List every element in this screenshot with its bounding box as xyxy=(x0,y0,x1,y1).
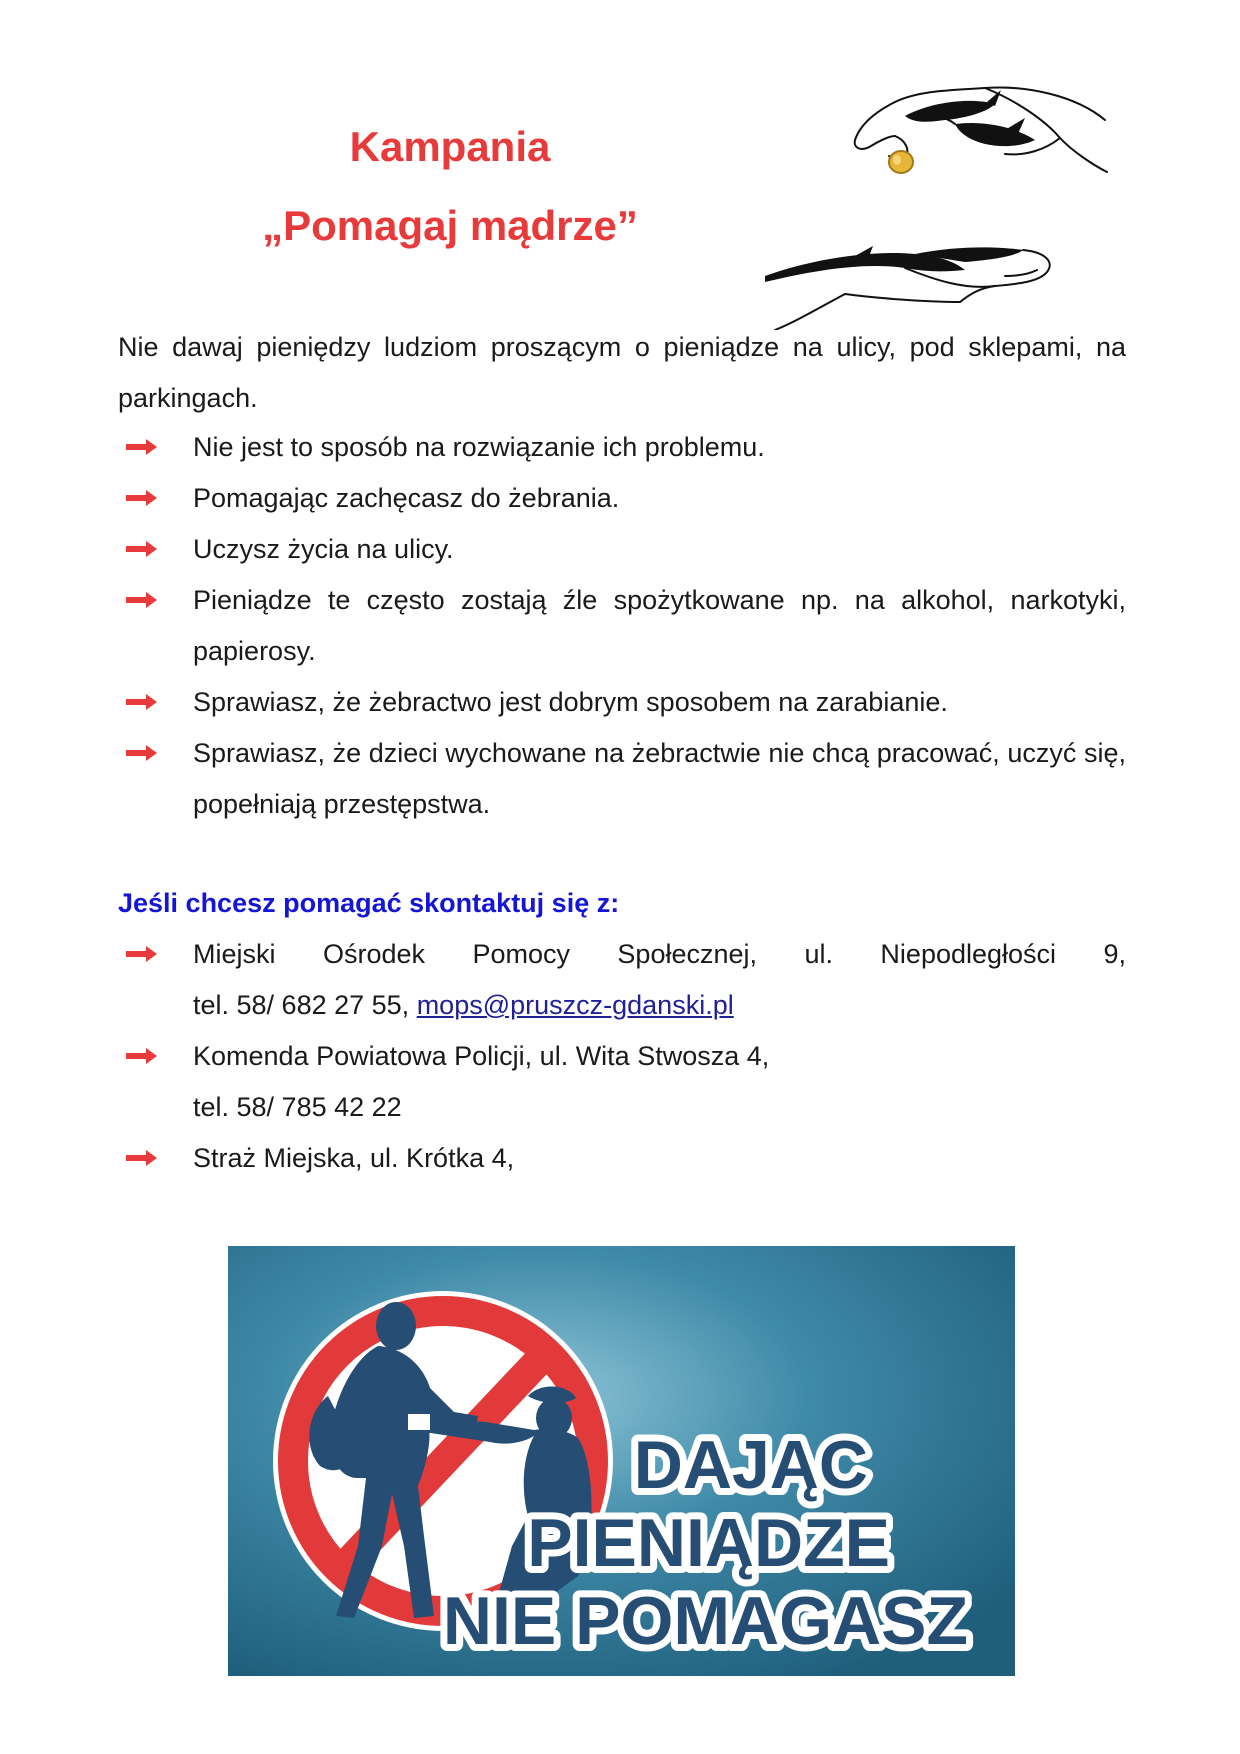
email-link[interactable]: mops@pruszcz-gdanski.pl xyxy=(416,990,734,1020)
right-arrow-icon xyxy=(126,591,158,609)
reason-text: Pieniądze te często zostają źle spożytkowane np. na alkohol, narkotyki, papierosy. xyxy=(193,585,1126,666)
reason-text: Pomagając zachęcasz do żebrania. xyxy=(193,483,620,513)
right-arrow-icon xyxy=(126,540,158,558)
campaign-name: „Pomagaj mądrze” xyxy=(262,202,638,249)
list-item xyxy=(118,1031,1126,1133)
list-item xyxy=(118,473,1126,524)
campaign-banner xyxy=(228,1246,1015,1676)
right-arrow-icon xyxy=(126,489,158,507)
banner-line-2: PIENIĄDZE xyxy=(527,1505,890,1581)
contact-address: Komenda Powiatowa Policji, ul. Wita Stwosza 4, xyxy=(193,1041,770,1071)
right-arrow-icon xyxy=(126,945,158,963)
list-item xyxy=(118,422,1126,473)
reasons-list xyxy=(118,422,1126,830)
list-item xyxy=(118,524,1126,575)
contact-address: Straż Miejska, ul. Krótka 4, xyxy=(193,1143,515,1173)
giving-hands-icon xyxy=(755,40,1135,330)
reason-text: Nie jest to sposób na rozwiązanie ich problemu. xyxy=(193,432,765,462)
contact-phone-line xyxy=(193,980,1126,1031)
right-arrow-icon xyxy=(126,693,158,711)
list-item xyxy=(118,677,1126,728)
list-item xyxy=(118,1133,1126,1184)
list-item xyxy=(118,929,1126,1031)
reason-text: Sprawiasz, że żebractwo jest dobrym sposobem na zarabianie. xyxy=(193,687,948,717)
campaign-title: Kampania xyxy=(349,123,551,170)
reason-text: Sprawiasz, że dzieci wychowane na żebractwie nie chcą pracować, uczyć się, popełniają przestępstwa. xyxy=(193,738,1126,819)
right-arrow-icon xyxy=(126,1047,158,1065)
contact-phone: tel. 58/ 785 42 22 xyxy=(193,1092,402,1122)
right-arrow-icon xyxy=(126,438,158,456)
right-arrow-icon xyxy=(126,744,158,762)
contact-address: Miejski Ośrodek Pomocy Społecznej, ul. Niepodległości 9, xyxy=(193,939,1126,969)
intro-text: Nie dawaj pieniędzy ludziom proszącym o pieniądze na ulicy, pod sklepami, na parkingach. xyxy=(118,332,1126,413)
contacts-list xyxy=(118,929,1126,1184)
list-item xyxy=(118,575,1126,677)
contact-phone: tel. 58/ 682 27 55, xyxy=(193,990,417,1020)
right-arrow-icon xyxy=(126,1149,158,1167)
banner-line-3: NIE POMAGASZ xyxy=(442,1583,968,1659)
banner-line-1: DAJĄC xyxy=(633,1427,868,1503)
list-item xyxy=(118,728,1126,830)
reason-text: Uczysz życia na ulicy. xyxy=(193,534,454,564)
contact-heading: Jeśli chcesz pomagać skontaktuj się z: xyxy=(118,888,620,918)
